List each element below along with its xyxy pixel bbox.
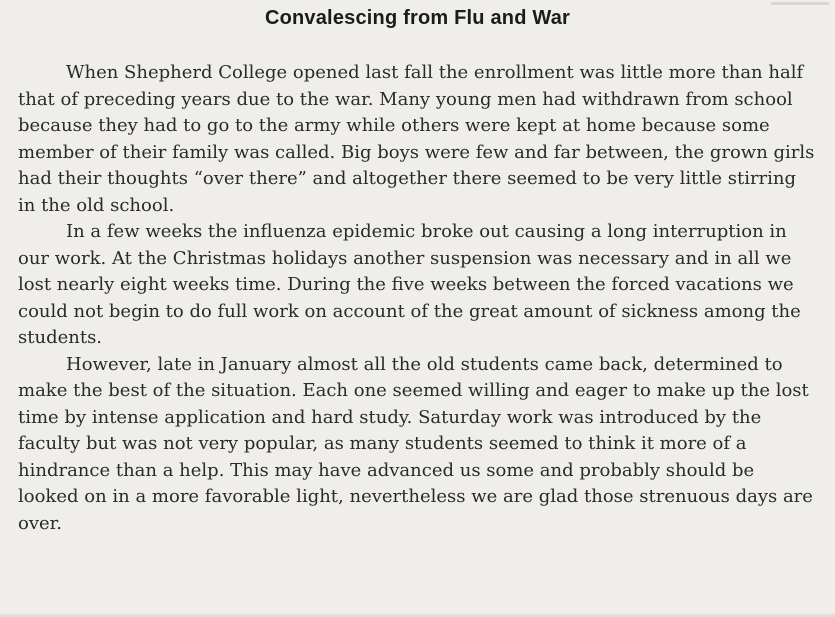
page-corner-mark (771, 2, 829, 5)
paragraph-2: In a few weeks the influenza epidemic broke out causing a long interruption in our work. At the Christmas holidays another suspension was necessary and in all we lost nearly eight weeks time. During the five weeks between the forced vacations we could not begin to do full work on account of the great amount of sickness among the students. (18, 221, 801, 348)
paragraph-3: However, late in January almost all the old students came back, determined to make the best of the situation. Each one seemed willing and eager to make up the lost time by intense application and hard study. Saturday work was introduced by the faculty but was not very popular, as many students seemed to think it more of a hindrance than a help. This may have advanced us some and probably should be looked on in a more favorable light, nevertheless we are glad those strenuous days are over. (18, 353, 813, 534)
article-title: Convalescing from Flu and War (264, 7, 571, 29)
paragraph-1: When Shepherd College opened last fall the enrollment was little more than half that of preceding years due to the war. Many young men had withdrawn from school because they had to go to the army while others were kept at home because some member of their family was called. Big boys were few and far between, the grown girls had their thoughts “over there” and altogether there seemed to be very little stirring in the old school. (18, 62, 815, 216)
article-body (18, 60, 818, 537)
